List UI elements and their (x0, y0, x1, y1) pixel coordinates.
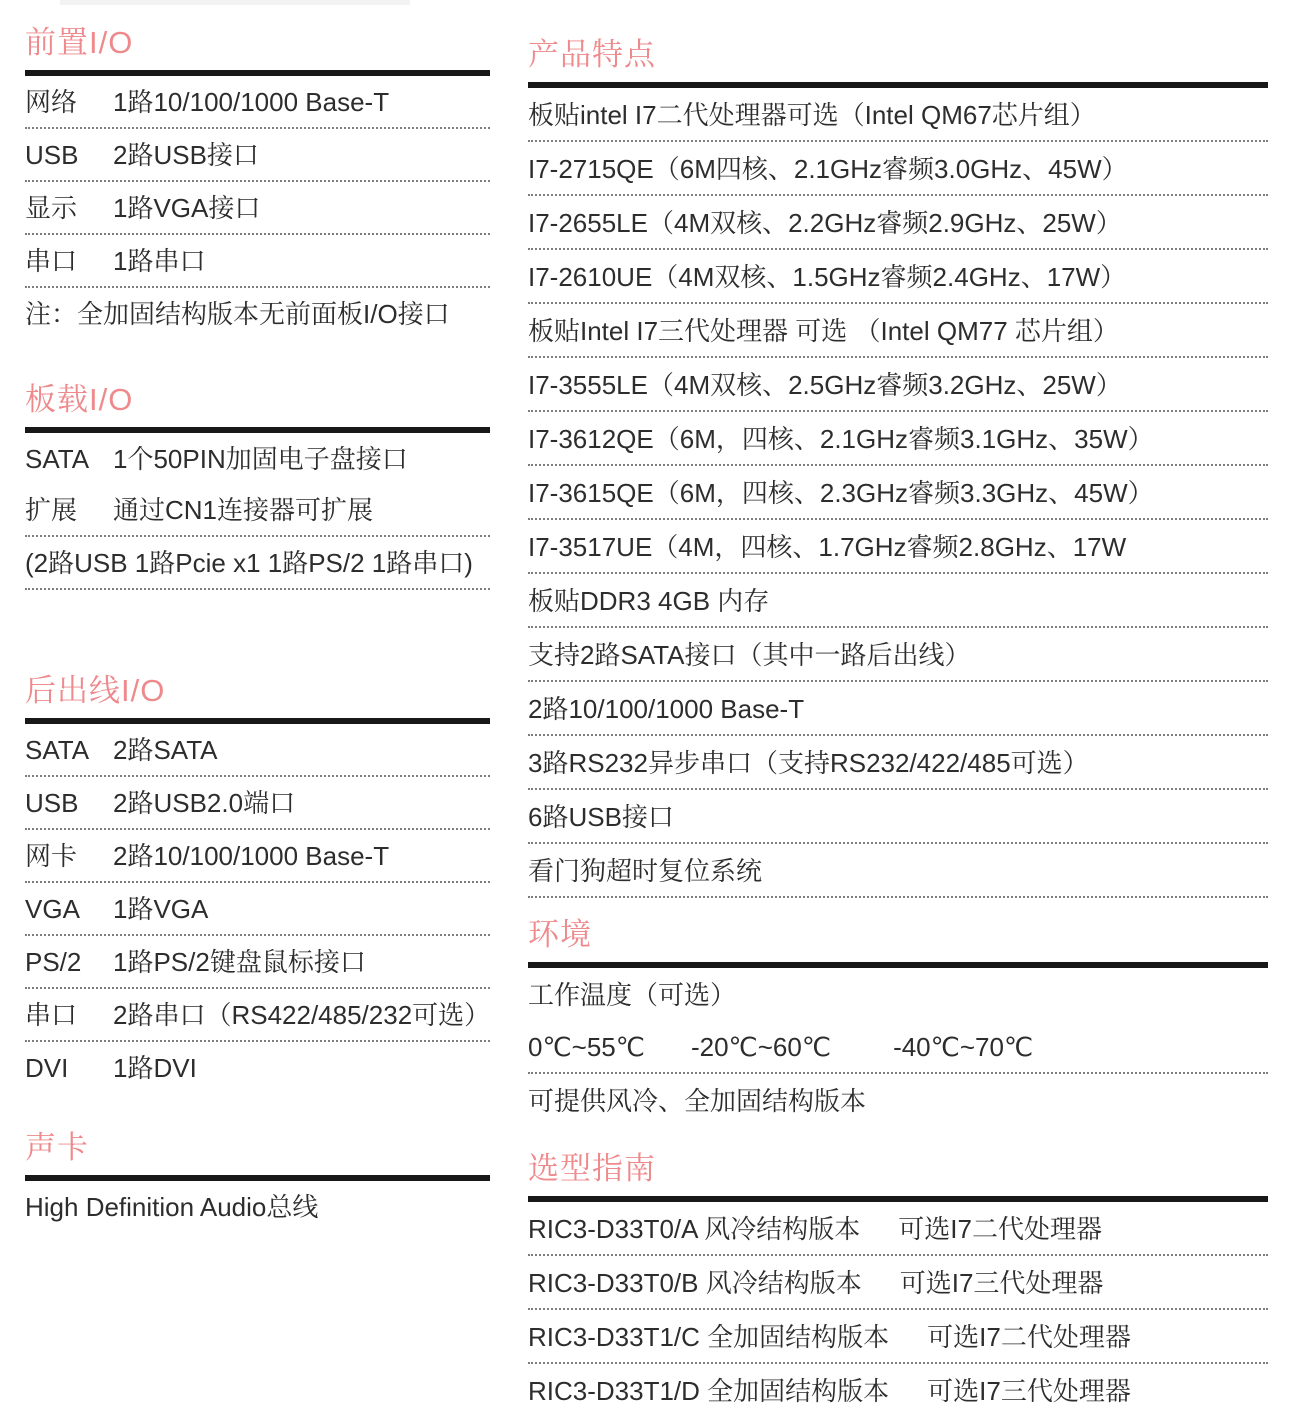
model-cpu: 可选I7二代处理器 (927, 1322, 1131, 1352)
section-environment (528, 918, 1268, 1126)
spec-value: 1路VGA (113, 894, 209, 924)
section-rear-io (25, 674, 490, 1093)
section-title-environment: 环境 (528, 917, 592, 952)
temp-range: 0℃~55℃ (528, 1032, 645, 1062)
section-selection-guide (528, 1152, 1268, 1416)
feature-item: I7-3615QE（6M，四核、2.3GHz睿频3.3GHz、45W） (528, 466, 1268, 520)
spec-label: USB (25, 788, 79, 818)
model-name: RIC3-D33T0/B 风冷结构版本 (528, 1268, 862, 1298)
section-title-rear-io: 后出线I/O (25, 673, 166, 708)
temp-range: -40℃~70℃ (893, 1032, 1034, 1062)
spec-label: 串口 (25, 246, 78, 276)
section-front-io (25, 26, 490, 339)
selection-row (528, 1256, 1268, 1310)
feature-item: 板贴intel I7二代处理器可选（Intel QM67芯片组） (528, 88, 1268, 142)
section-title-onboard-io: 板载I/O (25, 382, 134, 417)
spec-label: 串口 (25, 1000, 78, 1030)
section-title-front-io: 前置I/O (25, 25, 134, 60)
feature-item: 板贴DDR3 4GB 内存 (528, 574, 1268, 628)
spec-value: 通过CN1连接器可扩展 (113, 495, 374, 525)
section-onboard-io (25, 383, 490, 590)
selection-row (528, 1202, 1268, 1256)
section-title-selection-guide: 选型指南 (528, 1151, 656, 1186)
feature-item: I7-3612QE（6M，四核、2.1GHz睿频3.1GHz、35W） (528, 412, 1268, 466)
section-title-audio: 声卡 (25, 1130, 89, 1165)
spec-row (25, 76, 490, 129)
spec-label: 网络 (25, 87, 78, 117)
spec-row (25, 724, 490, 777)
audio-value: High Definition Audio总线 (25, 1192, 319, 1222)
spec-value: 1路PS/2键盘鼠标接口 (113, 947, 366, 977)
environment-note: 可提供风冷、全加固结构版本 (528, 1086, 867, 1116)
spec-label: DVI (25, 1053, 69, 1083)
section-title-features: 产品特点 (528, 37, 656, 72)
feature-item: 3路RS232异步串口（支持RS232/422/485可选） (528, 736, 1268, 790)
spec-value: 1路10/100/1000 Base-T (113, 87, 390, 117)
section-features (528, 38, 1268, 898)
spec-row (25, 484, 490, 537)
cropped-text-fragment (60, 0, 410, 5)
spec-label: VGA (25, 894, 80, 924)
spec-row (25, 830, 490, 883)
spec-row (25, 433, 490, 484)
feature-item: 2路10/100/1000 Base-T (528, 682, 1268, 736)
spec-row (25, 777, 490, 830)
feature-item: 6路USB接口 (528, 790, 1268, 844)
spec-row (25, 182, 490, 235)
spec-label: 显示 (25, 193, 78, 223)
spec-label: 扩展 (25, 495, 78, 525)
spec-label: 网卡 (25, 841, 78, 871)
spec-value: 2路USB接口 (113, 140, 259, 170)
spec-row (25, 989, 490, 1042)
selection-row (528, 1364, 1268, 1416)
feature-item: I7-3517UE（4M，四核、1.7GHz睿频2.8GHz、17W (528, 520, 1268, 574)
section-audio (25, 1131, 490, 1232)
feature-item: 板贴Intel I7三代处理器 可选 （Intel QM77 芯片组） (528, 304, 1268, 358)
spec-value: 2路串口（RS422/485/232可选） (113, 1000, 491, 1030)
spec-value: 1个50PIN加固电子盘接口 (113, 444, 408, 474)
spec-value: 1路DVI (113, 1053, 197, 1083)
selection-row (528, 1310, 1268, 1364)
temp-ranges-row (528, 1020, 1268, 1074)
spec-value: 1路VGA接口 (113, 193, 261, 223)
feature-item: 支持2路SATA接口（其中一路后出线） (528, 628, 1268, 682)
model-name: RIC3-D33T1/D 全加固结构版本 (528, 1376, 890, 1406)
feature-item: I7-3555LE（4M双核、2.5GHz睿频3.2GHz、25W） (528, 358, 1268, 412)
feature-item: 看门狗超时复位系统 (528, 844, 1268, 898)
model-name: RIC3-D33T0/A 风冷结构版本 (528, 1214, 861, 1244)
spec-label: PS/2 (25, 947, 82, 977)
spec-value: 2路10/100/1000 Base-T (113, 841, 390, 871)
spec-value: 1路串口 (113, 246, 206, 276)
feature-item: I7-2610UE（4M双核、1.5GHz睿频2.4GHz、17W） (528, 250, 1268, 304)
model-cpu: 可选I7三代处理器 (899, 1268, 1104, 1298)
spec-label: USB (25, 140, 79, 170)
spec-row (25, 235, 490, 288)
model-cpu: 可选I7三代处理器 (927, 1376, 1131, 1406)
temp-label: 工作温度（可选） (528, 980, 737, 1010)
spec-row (25, 936, 490, 989)
feature-item: I7-2655LE（4M双核、2.2GHz睿频2.9GHz、25W） (528, 196, 1268, 250)
feature-item: I7-2715QE（6M四核、2.1GHz睿频3.0GHz、45W） (528, 142, 1268, 196)
temp-range: -20℃~60℃ (690, 1032, 832, 1062)
front-io-note: 注：全加固结构版本无前面板I/O接口 (25, 299, 450, 329)
left-column (25, 26, 490, 1416)
expansion-detail: (2路USB 1路Pcie x1 1路PS/2 1路串口) (25, 537, 490, 590)
spec-value: 2路USB2.0端口 (113, 788, 296, 818)
spec-label: SATA (25, 444, 90, 474)
spec-row (25, 883, 490, 936)
spec-row (25, 129, 490, 182)
model-cpu: 可选I7二代处理器 (898, 1214, 1102, 1244)
spec-label: SATA (25, 735, 90, 765)
right-column (528, 26, 1268, 1416)
spec-row (25, 1042, 490, 1093)
spec-value: 2路SATA (113, 735, 218, 765)
model-name: RIC3-D33T1/C 全加固结构版本 (528, 1322, 890, 1352)
